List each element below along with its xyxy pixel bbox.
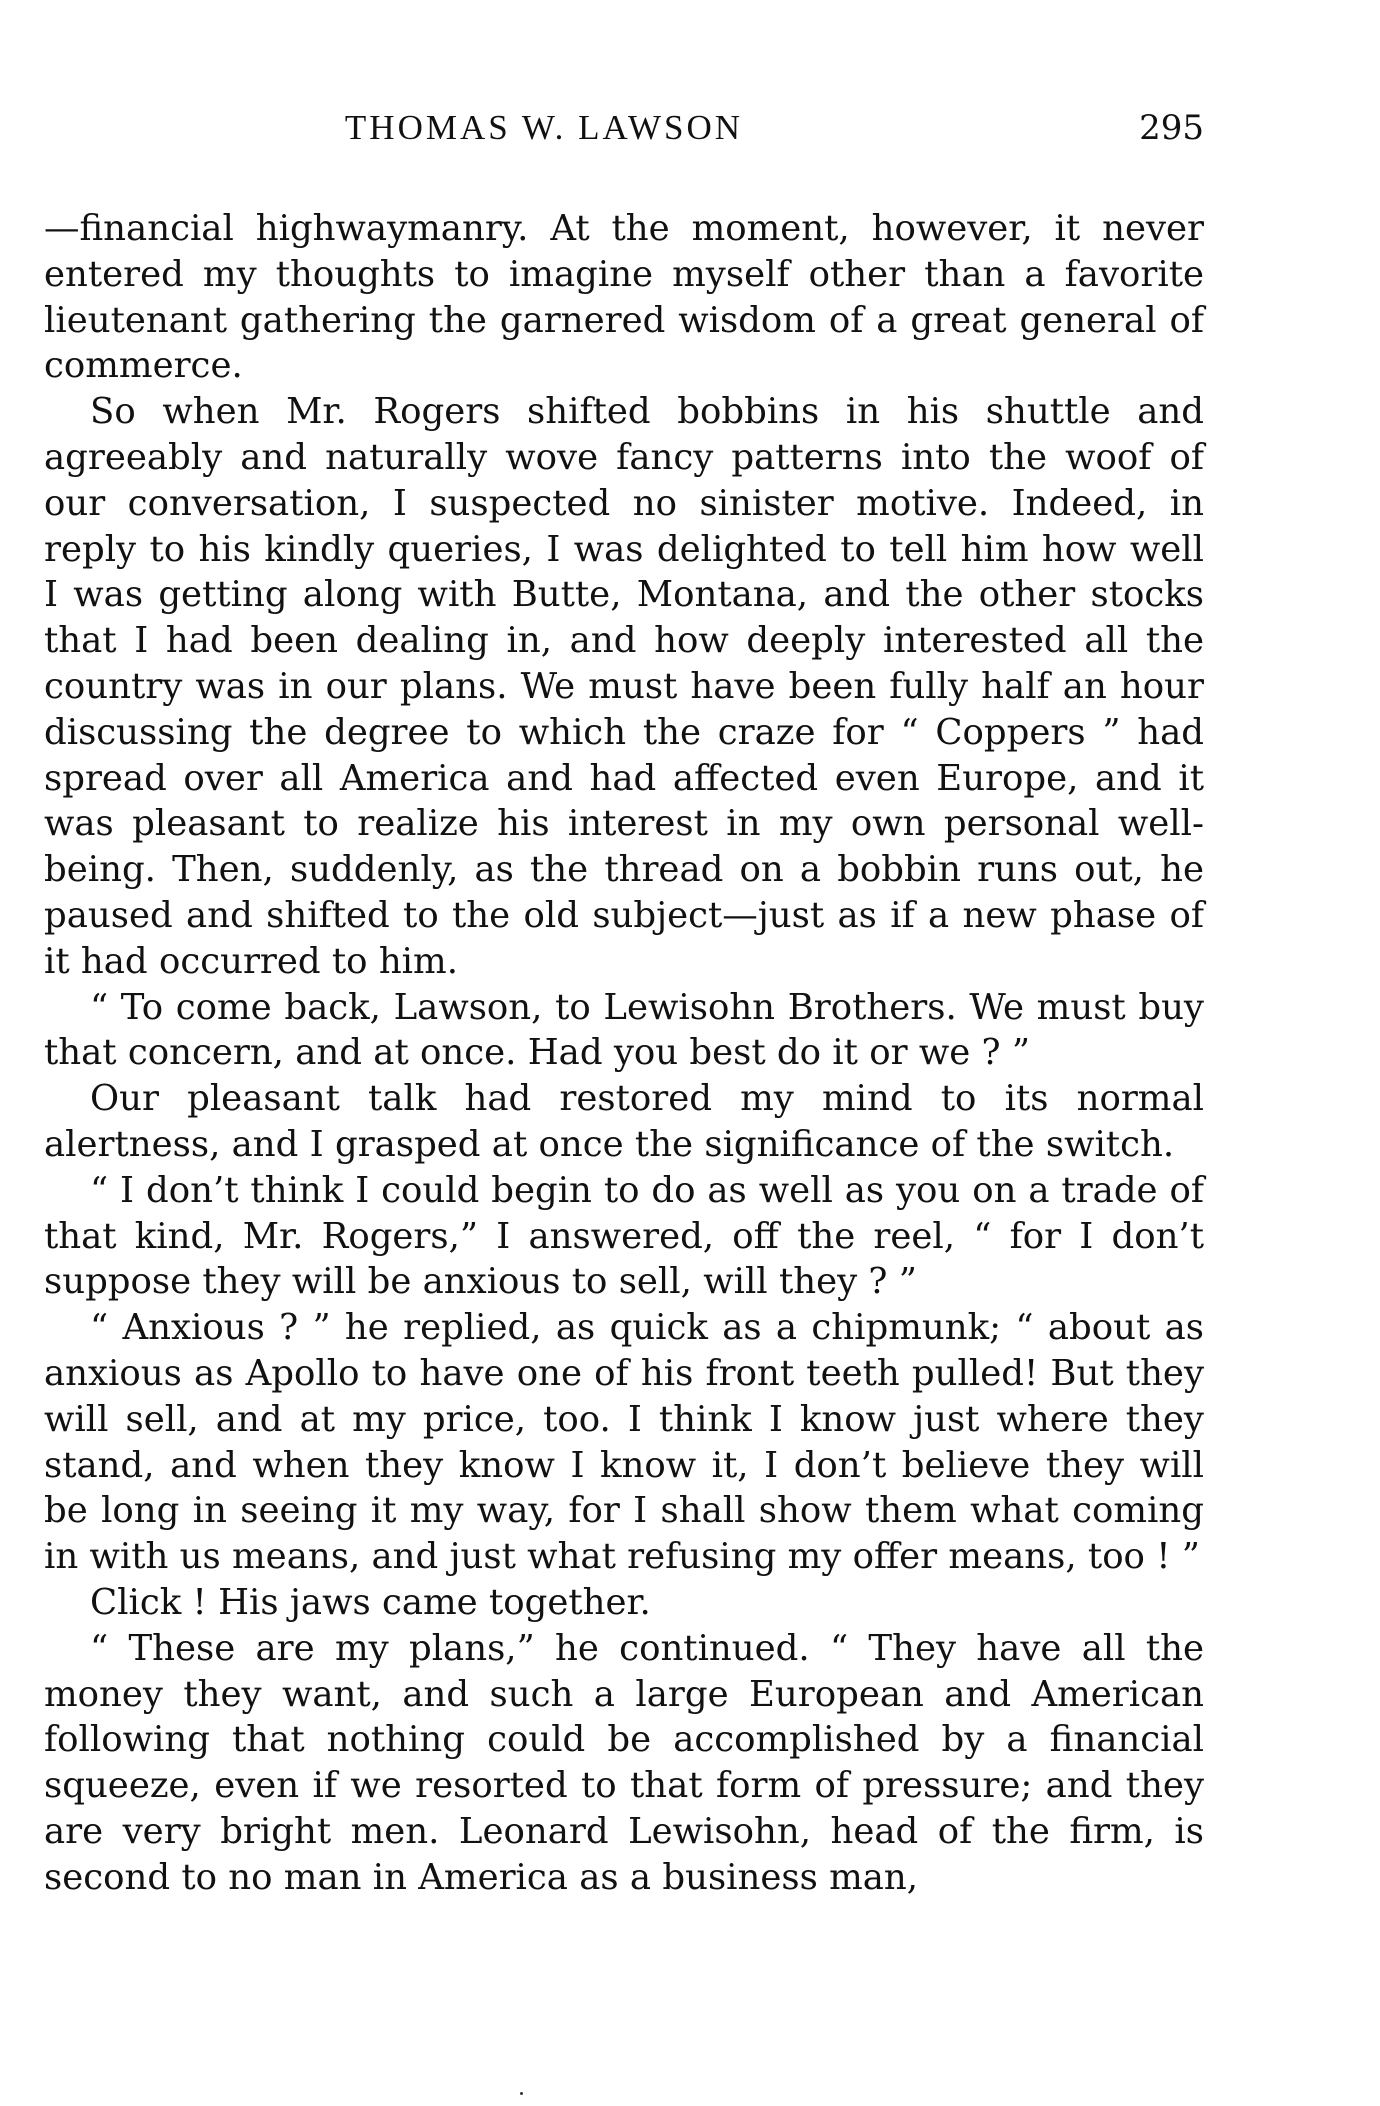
- paragraph: “ I don’t think I could begin to do as well as you on a trade of that kind, Mr. Rogers,” I answered, off the reel, “ for I don’t suppose they will be anxious to sell, will they ? ”: [44, 1169, 1204, 1303]
- paragraph: “ Anxious ? ” he replied, as quick as a chipmunk; “ about as anxious as Apollo to have one of his front teeth pulled! But they will sell, and at my price, too. I think I know just where they stand, and when they know I know it, I don’t believe they will be long in seeing it my way, for I shall show them what coming in with us means, and just what refusing my offer means, too ! ”: [44, 1307, 1204, 1578]
- paragraph: So when Mr. Rogers shifted bobbins in his shuttle and agreeably and naturally wove fancy patterns into the woof of our conversation, I suspected no sinister motive. Indeed, in reply to his kindly queries, I was delighted to tell him how well I was getting along with Butte, Montana, and the other stocks that I had been dealing in, and how deeply interested all the country was in our plans. We must have been fully half an hour discussing the degree to which the craze for “ Coppers ” had spread over all America and had affected even Europe, and it was pleasant to realize his interest in my own personal well-being. Then, suddenly, as the thread on a bobbin runs out, he paused and shifted to the old subject—just as if a new phase of it had occurred to him.: [44, 391, 1204, 982]
- paragraph: “ These are my plans,” he continued. “ They have all the money they want, and such a large European and American following that nothing could be accomplished by a financial squeeze, even if we resorted to that form of pressure; and they are very bright men. Leonard Lewisohn, head of the firm, is second to no man in America as a business man,: [44, 1627, 1204, 1898]
- paragraph: “ To come back, Lawson, to Lewisohn Brothers. We must buy that concern, and at once. Had you best do it or we ? ”: [44, 986, 1204, 1074]
- paragraph: Our pleasant talk had restored my mind to its normal alertness, and I grasped at once the significance of the switch.: [44, 1078, 1204, 1165]
- page-number: 295: [1139, 108, 1204, 148]
- running-header: [44, 108, 1204, 156]
- paragraph: Click ! His jaws came together.: [90, 1581, 651, 1623]
- body-text: [44, 206, 1204, 1900]
- print-speck: [520, 2092, 523, 2095]
- paragraph: —financial highwaymanry. At the moment, however, it never entered my thoughts to imagine myself other than a favorite lieutenant gathering the garnered wisdom of a great general of commerce.: [44, 208, 1204, 387]
- running-title: THOMAS W. LAWSON: [344, 108, 744, 147]
